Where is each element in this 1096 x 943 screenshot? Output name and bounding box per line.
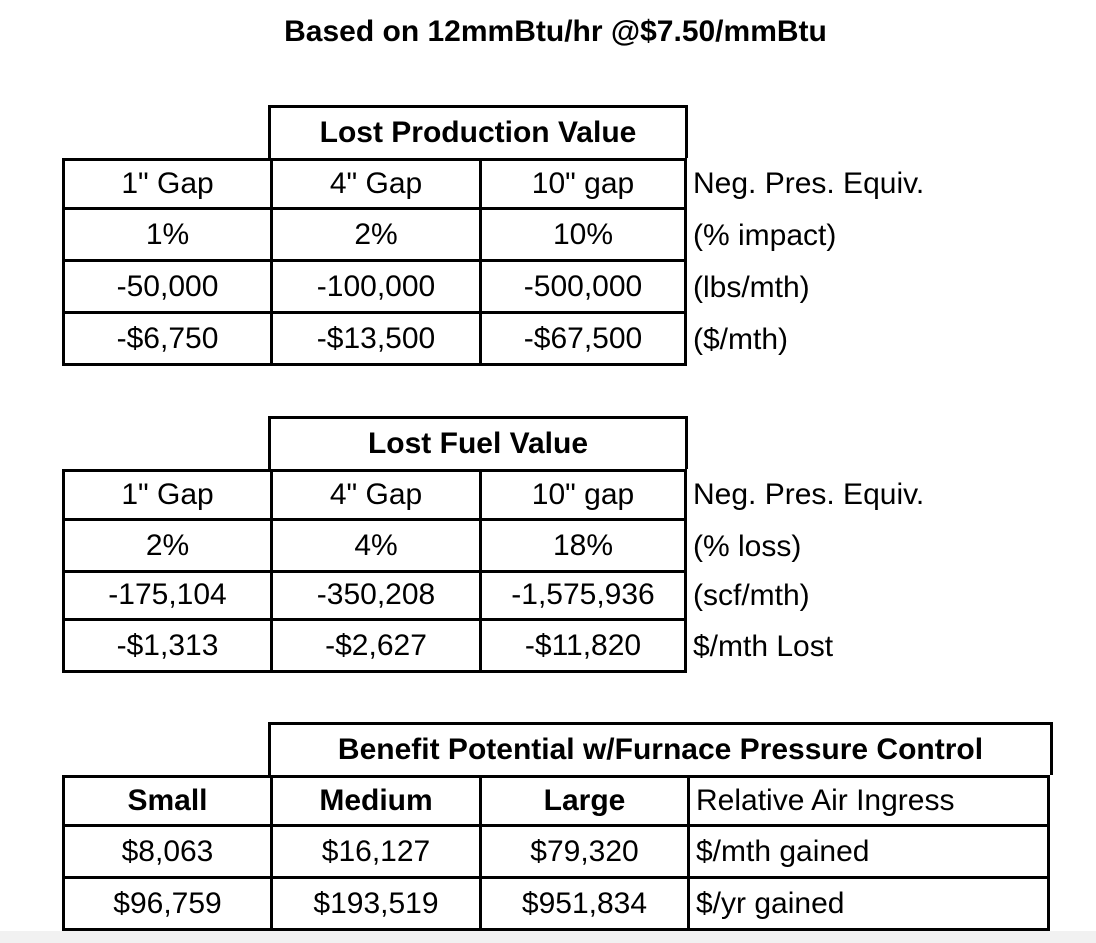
table1-cell: 2% xyxy=(270,210,479,262)
table1-row xyxy=(62,262,1050,314)
table2-cell: 1" Gap xyxy=(62,469,270,521)
table1-cell: 1" Gap xyxy=(62,158,270,210)
table1-cell: -$13,500 xyxy=(270,314,479,366)
table2-row-label: (% loss) xyxy=(693,530,802,563)
table3-cell: $16,127 xyxy=(270,827,479,879)
table3-row xyxy=(62,879,1050,931)
table3-row-label: Relative Air Ingress xyxy=(687,775,1050,827)
table3-header: Benefit Potential w/Furnace Pressure Control xyxy=(268,722,1053,775)
table1-row-label: (% impact) xyxy=(693,219,837,252)
table2-row xyxy=(62,469,1050,521)
table2-row xyxy=(62,571,1050,621)
table1-row xyxy=(62,158,1050,210)
table3-cell: $193,519 xyxy=(270,879,479,931)
table3-cell: Small xyxy=(62,775,270,827)
table1-header: Lost Production Value xyxy=(268,105,688,158)
table2-row-label: (scf/mth) xyxy=(693,579,810,612)
table3-row-label: $/yr gained xyxy=(687,879,1050,931)
table1-cell: 10" gap xyxy=(479,158,687,210)
table2-row-label: $/mth Lost xyxy=(693,630,834,663)
table3-cell: Large xyxy=(479,775,687,827)
table2-row-label: Neg. Pres. Equiv. xyxy=(693,478,925,511)
table2-cell: 2% xyxy=(62,521,270,573)
table2-cell: -$1,313 xyxy=(62,621,270,673)
table1-cell: -$67,500 xyxy=(479,314,687,366)
table1-cell: -500,000 xyxy=(479,262,687,314)
table1-cell: 4" Gap xyxy=(270,158,479,210)
table2-cell: -1,575,936 xyxy=(479,571,687,621)
table1-cell: -$6,750 xyxy=(62,314,270,366)
table3-row xyxy=(62,775,1050,827)
table3-cell: $96,759 xyxy=(62,879,270,931)
table1-row-label: ($/mth) xyxy=(693,323,789,356)
table1-row-label: Neg. Pres. Equiv. xyxy=(693,167,925,200)
table2-cell: 4% xyxy=(270,521,479,573)
table3-row-label: $/mth gained xyxy=(687,827,1050,879)
table3-cell: $951,834 xyxy=(479,879,687,931)
table2-cell: 4" Gap xyxy=(270,469,479,521)
table1-cell: -50,000 xyxy=(62,262,270,314)
table2-cell: 10" gap xyxy=(479,469,687,521)
table3-cell: Medium xyxy=(270,775,479,827)
table2-cell: -175,104 xyxy=(62,571,270,621)
table2-row xyxy=(62,621,1050,673)
table2-header: Lost Fuel Value xyxy=(268,416,688,469)
table1-cell: -100,000 xyxy=(270,262,479,314)
table1-row xyxy=(62,210,1050,262)
table2-cell: -$2,627 xyxy=(270,621,479,673)
table2-cell: -$11,820 xyxy=(479,621,687,673)
table3-cell: $79,320 xyxy=(479,827,687,879)
page-bottom-edge xyxy=(0,931,1096,943)
table2-row xyxy=(62,521,1050,573)
table2-cell: 18% xyxy=(479,521,687,573)
table1-row xyxy=(62,314,1050,366)
table3-cell: $8,063 xyxy=(62,827,270,879)
page-title: Based on 12mmBtu/hr @$7.50/mmBtu xyxy=(284,15,827,48)
table1-row-label: (lbs/mth) xyxy=(693,271,810,304)
table1-cell: 10% xyxy=(479,210,687,262)
table2-cell: -350,208 xyxy=(270,571,479,621)
table1-cell: 1% xyxy=(62,210,270,262)
table3-row xyxy=(62,827,1050,879)
